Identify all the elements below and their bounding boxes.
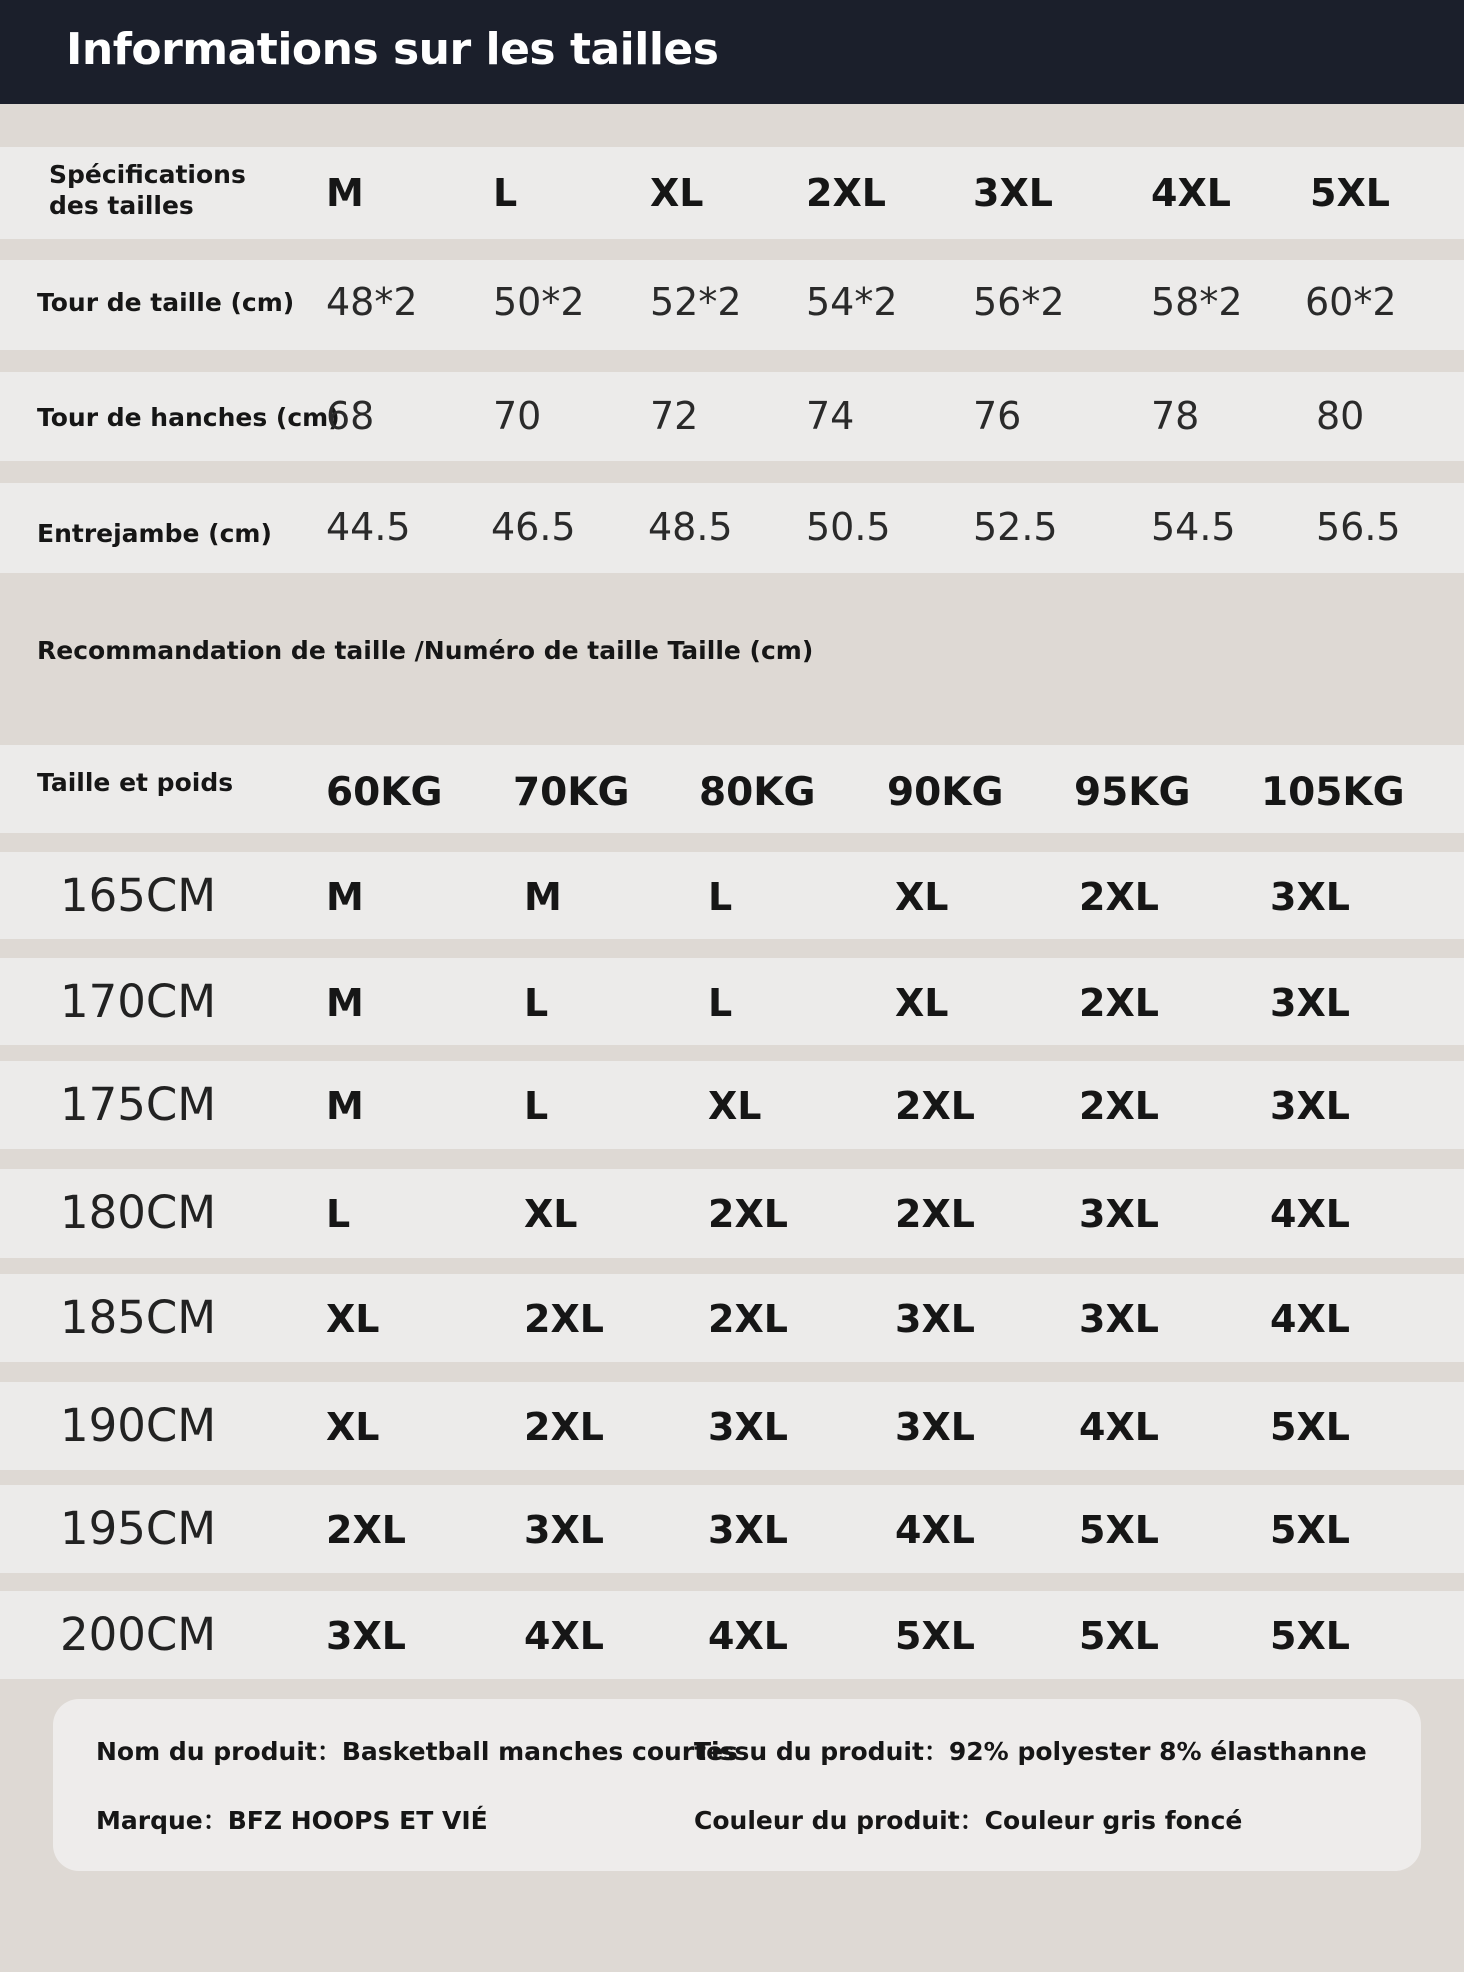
size-cell: M <box>326 981 364 1025</box>
size-cell: 4XL <box>895 1508 975 1552</box>
weight-header: 80KG <box>699 770 816 815</box>
spec-value: 54.5 <box>1151 505 1236 549</box>
size-cell: 2XL <box>1079 875 1159 919</box>
size-header-4xl: 4XL <box>1151 171 1231 215</box>
height-label: 180CM <box>60 1186 217 1239</box>
weight-header: 70KG <box>513 770 630 815</box>
product-color: Couleur du produit：Couleur gris foncé <box>694 1806 1243 1835</box>
table-row <box>0 1591 1464 1679</box>
spec-value: 60*2 <box>1305 280 1397 324</box>
size-header-3xl: 3XL <box>973 171 1053 215</box>
spec-value: 44.5 <box>326 505 411 549</box>
height-label: 200CM <box>60 1608 217 1661</box>
size-cell: 3XL <box>1079 1192 1159 1236</box>
size-cell: 3XL <box>708 1405 788 1449</box>
spec-row-label: Tour de taille (cm) <box>37 288 295 317</box>
spec-value: 52.5 <box>973 505 1058 549</box>
size-cell: M <box>326 875 364 919</box>
size-cell: L <box>524 981 549 1025</box>
table-row <box>0 1485 1464 1573</box>
height-label: 185CM <box>60 1291 217 1344</box>
size-cell: 5XL <box>1079 1508 1159 1552</box>
size-cell: 2XL <box>708 1297 788 1341</box>
size-cell: 2XL <box>524 1297 604 1341</box>
size-cell: XL <box>326 1405 380 1449</box>
spec-row-hips <box>0 372 1464 461</box>
size-cell: XL <box>708 1084 762 1128</box>
spec-value: 50.5 <box>806 505 891 549</box>
size-cell: 4XL <box>524 1614 604 1658</box>
size-cell: 5XL <box>1270 1614 1350 1658</box>
table-row <box>0 1382 1464 1470</box>
size-cell: 5XL <box>1270 1405 1350 1449</box>
spec-value: 50*2 <box>493 280 585 324</box>
size-cell: 4XL <box>708 1614 788 1658</box>
size-cell: L <box>708 981 733 1025</box>
size-cell: 3XL <box>708 1508 788 1552</box>
size-cell: L <box>708 875 733 919</box>
spec-corner-label-line2: des tailles <box>49 191 194 220</box>
size-header-m: M <box>326 171 364 215</box>
table-row <box>0 1169 1464 1258</box>
size-cell: 5XL <box>1270 1508 1350 1552</box>
spec-value: 56*2 <box>973 280 1065 324</box>
spec-row-label: Entrejambe (cm) <box>37 519 272 548</box>
product-brand: Marque：BFZ HOOPS ET VIÉ <box>96 1806 488 1835</box>
size-cell: XL <box>326 1297 380 1341</box>
size-cell: 2XL <box>708 1192 788 1236</box>
size-cell: 2XL <box>1079 1084 1159 1128</box>
spec-corner-label <box>49 159 246 221</box>
weight-header: 95KG <box>1074 770 1191 815</box>
size-cell: 2XL <box>524 1405 604 1449</box>
weight-header: 90KG <box>887 770 1004 815</box>
spec-value: 80 <box>1316 394 1365 438</box>
height-label: 195CM <box>60 1502 217 1555</box>
size-cell: M <box>524 875 562 919</box>
product-fabric: Tissu du produit：92% polyester 8% élasthanne <box>694 1737 1367 1766</box>
spec-header-row <box>0 147 1464 239</box>
spec-value: 70 <box>493 394 542 438</box>
weight-header: 105KG <box>1261 770 1405 815</box>
spec-value: 48*2 <box>326 280 418 324</box>
size-header-2xl: 2XL <box>806 171 886 215</box>
size-cell: 2XL <box>895 1084 975 1128</box>
spec-row-label: Tour de hanches (cm) <box>37 403 340 432</box>
table-row <box>0 852 1464 939</box>
product-info-card <box>53 1699 1421 1871</box>
spec-row-waist <box>0 260 1464 350</box>
size-header-xl: XL <box>650 171 704 215</box>
page-title: Informations sur les tailles <box>66 24 719 75</box>
size-cell: 3XL <box>326 1614 406 1658</box>
size-cell: 3XL <box>895 1297 975 1341</box>
product-name: Nom du produit：Basketball manches courtes <box>96 1737 738 1766</box>
size-cell: 2XL <box>1079 981 1159 1025</box>
spec-value: 78 <box>1151 394 1200 438</box>
size-cell: 2XL <box>895 1192 975 1236</box>
size-cell: L <box>524 1084 549 1128</box>
spec-value: 68 <box>326 394 375 438</box>
spec-value: 74 <box>806 394 855 438</box>
size-cell: XL <box>895 981 949 1025</box>
spec-value: 58*2 <box>1151 280 1243 324</box>
recommendation-corner-label: Taille et poids <box>37 768 234 797</box>
height-label: 190CM <box>60 1399 217 1452</box>
size-cell: 5XL <box>1079 1614 1159 1658</box>
size-cell: 3XL <box>1079 1297 1159 1341</box>
spec-value: 56.5 <box>1316 505 1401 549</box>
size-cell: 3XL <box>895 1405 975 1449</box>
size-cell: 3XL <box>1270 981 1350 1025</box>
size-cell: 3XL <box>1270 875 1350 919</box>
height-label: 170CM <box>60 975 217 1028</box>
spec-value: 52*2 <box>650 280 742 324</box>
spec-value: 76 <box>973 394 1022 438</box>
weight-header-row <box>0 745 1464 833</box>
spec-value: 46.5 <box>491 505 576 549</box>
size-cell: 4XL <box>1270 1297 1350 1341</box>
spec-row-inseam <box>0 483 1464 573</box>
size-header-5xl: 5XL <box>1310 171 1390 215</box>
size-cell: 4XL <box>1079 1405 1159 1449</box>
table-row <box>0 1274 1464 1362</box>
size-cell: 2XL <box>326 1508 406 1552</box>
height-label: 165CM <box>60 869 217 922</box>
spec-value: 54*2 <box>806 280 898 324</box>
size-cell: 3XL <box>1270 1084 1350 1128</box>
size-cell: L <box>326 1192 351 1236</box>
table-row <box>0 958 1464 1045</box>
spec-value: 48.5 <box>648 505 733 549</box>
spec-value: 72 <box>650 394 699 438</box>
table-row <box>0 1061 1464 1149</box>
spec-corner-label-line1: Spécifications <box>49 160 246 189</box>
recommendation-title: Recommandation de taille /Numéro de taille Taille (cm) <box>37 636 814 665</box>
size-header-l: L <box>493 171 518 215</box>
size-cell: M <box>326 1084 364 1128</box>
size-cell: XL <box>895 875 949 919</box>
size-cell: 3XL <box>524 1508 604 1552</box>
size-cell: 4XL <box>1270 1192 1350 1236</box>
weight-header: 60KG <box>326 770 443 815</box>
size-cell: XL <box>524 1192 578 1236</box>
height-label: 175CM <box>60 1078 217 1131</box>
size-cell: 5XL <box>895 1614 975 1658</box>
page-header <box>0 0 1464 104</box>
